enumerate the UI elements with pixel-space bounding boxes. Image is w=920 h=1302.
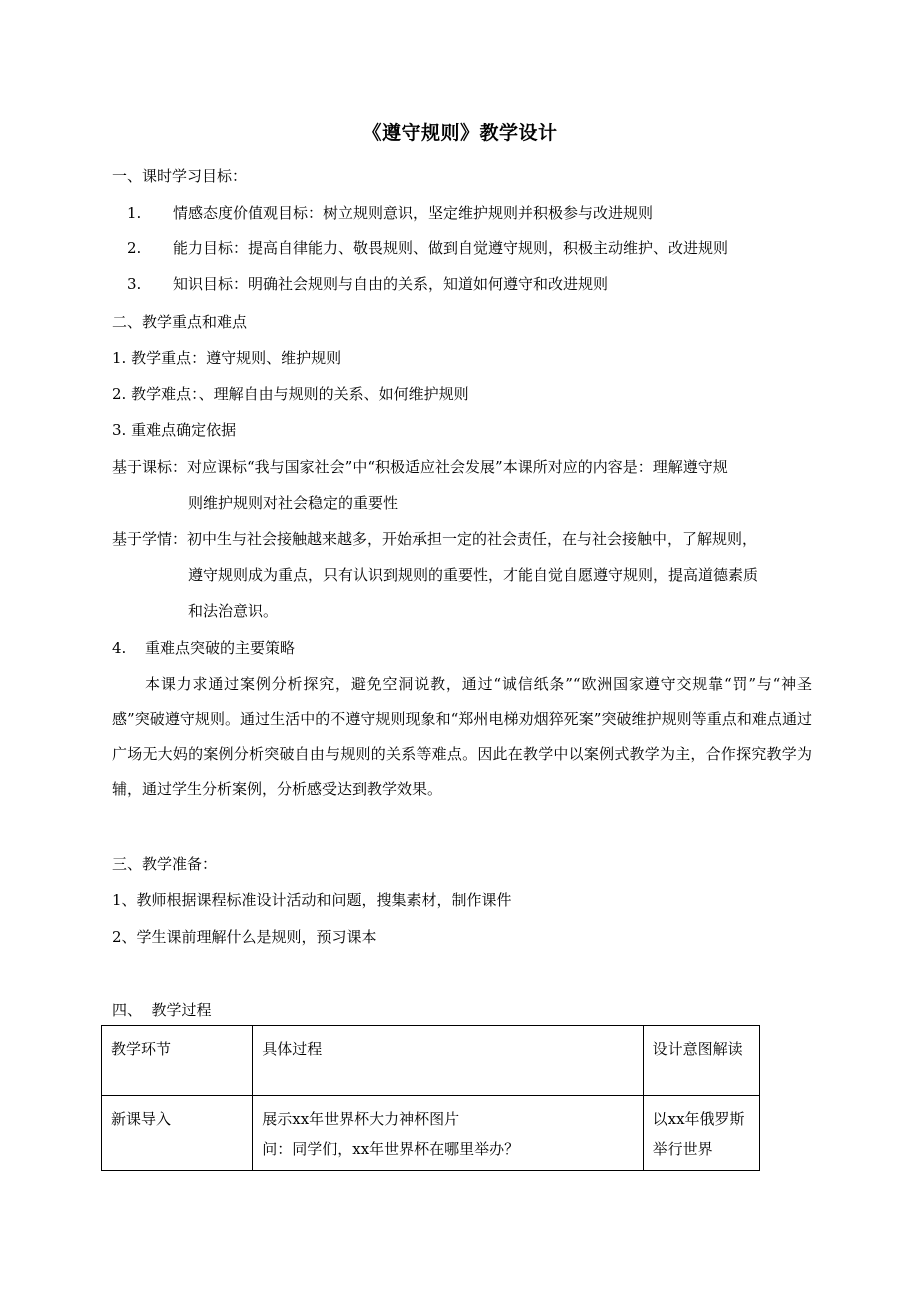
table-row <box>102 1096 760 1171</box>
cell-process <box>253 1096 643 1171</box>
cell-intent: 以xx年俄罗斯举行世界 <box>643 1096 759 1171</box>
curriculum-basis-label: 基于课标： <box>112 458 188 476</box>
document-title: 《遵守规则》教学设计 <box>362 122 558 144</box>
objective-text: 能力目标：提高自律能力、敬畏规则、做到自觉遵守规则，积极主动维护、改进规则 <box>173 239 729 257</box>
student-basis-label: 基于学情： <box>112 530 188 548</box>
curriculum-basis-text: 对应课标“我与国家社会”中“积极适应社会发展”本课所对应的内容是：理解遵守规 <box>187 458 728 476</box>
curriculum-basis <box>112 456 728 478</box>
prep-item-1: 1、教师根据课程标准设计活动和问题，搜集素材，制作课件 <box>112 891 512 909</box>
curriculum-basis-cont: 则维护规则对社会稳定的重要性 <box>188 494 399 512</box>
section1-heading: 一、课时学习目标： <box>112 167 248 185</box>
strategy-number: 4. <box>112 639 127 657</box>
table-header-row <box>102 1026 760 1096</box>
student-basis <box>112 528 757 550</box>
student-basis-cont-2: 和法治意识。 <box>188 602 279 620</box>
objective-item-3 <box>127 273 608 295</box>
objective-number: 2. <box>127 239 142 257</box>
header-intent: 设计意图解读 <box>643 1026 759 1096</box>
header-stage: 教学环节 <box>102 1026 253 1096</box>
difficult-point: 2. 教学难点：、理解自由与规则的关系、如何维护规则 <box>112 385 469 403</box>
header-process: 具体过程 <box>253 1026 643 1096</box>
strategy-heading <box>112 637 295 659</box>
student-basis-cont-1: 遵守规则成为重点，只有认识到规则的重要性，才能自觉自愿遵守规则，提高道德素质 <box>188 566 759 584</box>
section2-heading: 二、教学重点和难点 <box>112 313 248 331</box>
basis-heading: 3. 重难点确定依据 <box>112 421 237 439</box>
objective-item-1 <box>127 202 653 224</box>
section4-heading: 四、 教学过程 <box>112 1001 212 1019</box>
objective-number: 1. <box>127 204 142 222</box>
objective-text: 情感态度价值观目标：树立规则意识，坚定维护规则并积极参与改进规则 <box>173 204 654 222</box>
section3-heading: 三、教学准备： <box>112 855 218 873</box>
process-table <box>101 1025 760 1171</box>
objective-number: 3. <box>127 275 142 293</box>
strategy-paragraph: 本课力求通过案例分析探究，避免空洞说教，通过“诚信纸条”“欧洲国家遵守交规靠“罚”与“神圣感”突破遵守规则。通过生活中的不遵守规则现象和“郑州电梯劝烟猝死案”突破维护规则等重点和难点通过广场无大妈的案例分析突破自由与规则的关系等难点。因此在教学中以案例式教学为主，合作探究教学为辅，通过学生分析案例，分析感受达到教学效果。 <box>112 675 812 798</box>
objective-item-2 <box>127 237 728 259</box>
key-point: 1. 教学重点：遵守规则、维护规则 <box>112 349 342 367</box>
prep-item-2: 2、学生课前理解什么是规则，预习课本 <box>112 928 377 946</box>
student-basis-text: 初中生与社会接触越来越多，开始承担一定的社会责任，在与社会接触中，了解规则， <box>187 530 758 548</box>
objective-text: 知识目标：明确社会规则与自由的关系，知道如何遵守和改进规则 <box>173 275 609 293</box>
process-line-1: 展示xx年世界杯大力神杯图片 <box>262 1110 460 1128</box>
process-line-2: 问：同学们，xx年世界杯在哪里举办？ <box>262 1140 520 1158</box>
strategy-title: 重难点突破的主要策略 <box>145 639 296 657</box>
cell-stage: 新课导入 <box>102 1096 253 1171</box>
